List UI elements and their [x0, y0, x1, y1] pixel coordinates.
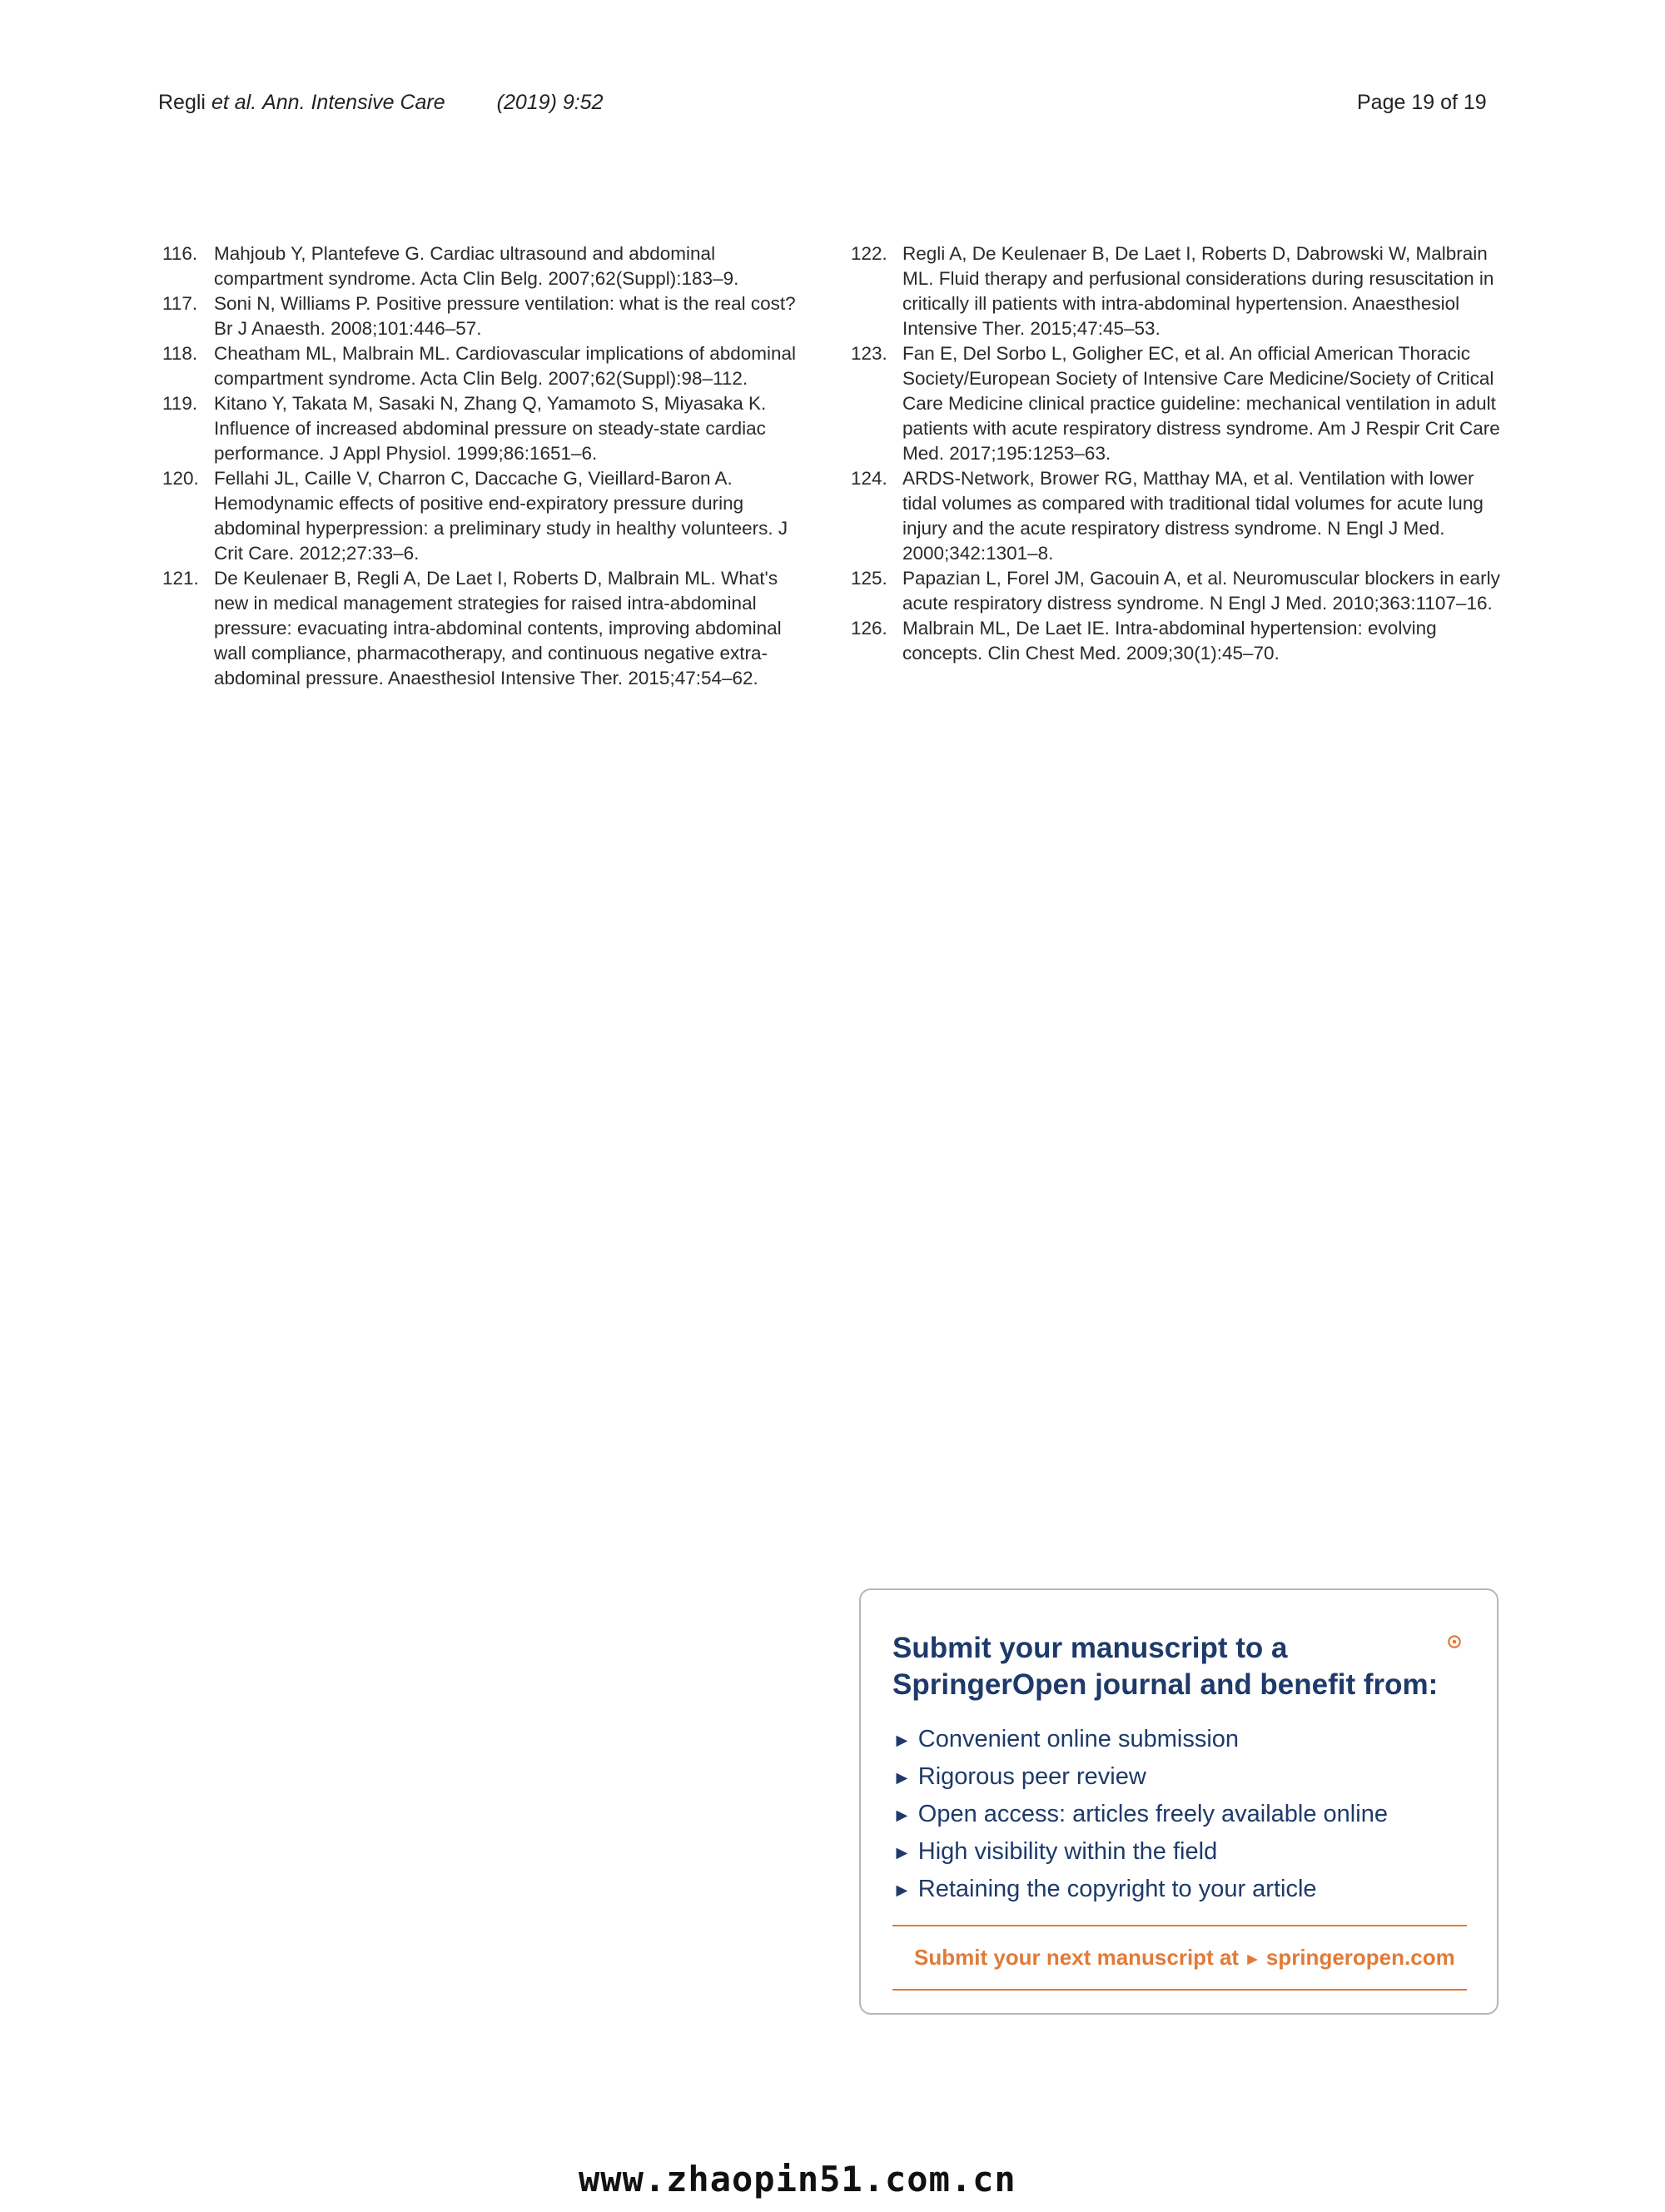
reference-text: De Keulenaer B, Regli A, De Laet I, Roberts D, Malbrain ML. What's new in medical management strategies for raised intra-abdominal pressure: evacuating intra-abdominal contents, improving abdominal wall compliance, pharmacotherapy, and continuous negative extra-abdominal pressure. Anaesthesiol Intensive Ther. 2015;47:54–62.: [214, 568, 782, 688]
promo-title-text: Submit your manuscript to a SpringerOpen journal and benefit from:: [892, 1632, 1439, 1701]
divider: [892, 1925, 1467, 1926]
reference-number: 124.: [851, 468, 887, 489]
benefit-list: [892, 1721, 1388, 1908]
triangle-arrow-icon: ►: [1244, 1950, 1261, 1969]
list-item: [892, 1758, 1388, 1796]
reference-text: Soni N, Williams P. Positive pressure ventilation: what is the real cost? Br J Anaesth. 2008;101:446–57.: [214, 293, 796, 339]
list-item: [892, 1721, 1388, 1758]
reference-text: Papazian L, Forel JM, Gacouin A, et al. Neuromuscular blockers in early acute respiratory distress syndrome. N Engl J Med. 2010;363:1107–16.: [902, 568, 1500, 614]
reference-number: 125.: [851, 568, 887, 589]
reference-item: [851, 466, 1508, 566]
reference-text: Malbrain ML, De Laet IE. Intra-abdominal hypertension: evolving concepts. Clin Chest Med. 2009;30(1):45–70.: [902, 618, 1437, 664]
references-right-column: [851, 241, 1508, 666]
reference-item: [851, 241, 1508, 341]
springeropen-logo-icon: [1448, 1635, 1461, 1648]
triangle-bullet-icon: ►: [892, 1804, 912, 1826]
header-journal: Ann. Intensive Care: [262, 91, 445, 114]
page-number: Page 19 of 19: [1357, 91, 1487, 114]
reference-number: 126.: [851, 618, 887, 639]
divider: [892, 1989, 1467, 1991]
reference-number: 121.: [162, 568, 199, 589]
watermark: www.zhaopin51.com.cn: [579, 2159, 1016, 2200]
benefit-text: Retaining the copyright to your article: [917, 1876, 1317, 1902]
reference-item: [162, 241, 803, 291]
reference-number: 120.: [162, 468, 199, 489]
header-year-volume: (2019) 9:52: [496, 91, 604, 114]
list-item: [892, 1833, 1388, 1871]
reference-text: Mahjoub Y, Plantefeve G. Cardiac ultrasound and abdominal compartment syndrome. Acta Clin Belg. 2007;62(Suppl):183–9.: [214, 243, 739, 289]
cta-prefix: Submit your next manuscript at: [914, 1945, 1240, 1970]
reference-item: [162, 291, 803, 341]
reference-text: Fellahi JL, Caille V, Charron C, Daccache G, Vieillard-Baron A. Hemodynamic effects of positive end-expiratory pressure during abdominal hyperpression: a preliminary study in healthy volunteers. J Crit Care. 2012;27:33–6.: [214, 468, 788, 564]
promo-title: [892, 1630, 1467, 1703]
reference-text: Cheatham ML, Malbrain ML. Cardiovascular implications of abdominal compartment syndrome. Acta Clin Belg. 2007;62(Suppl):98–112.: [214, 343, 797, 389]
list-item: [892, 1796, 1388, 1833]
reference-item: [851, 341, 1508, 466]
reference-number: 123.: [851, 343, 887, 364]
submit-call-to-action[interactable]: [914, 1941, 1455, 1976]
reference-item: [162, 391, 803, 466]
benefit-text: High visibility within the field: [917, 1838, 1218, 1865]
triangle-bullet-icon: ►: [892, 1842, 912, 1863]
reference-number: 122.: [851, 243, 887, 264]
reference-text: Regli A, De Keulenaer B, De Laet I, Roberts D, Dabrowski W, Malbrain ML. Fluid therapy and perfusional considerations during resuscitation in critically ill patients with intra-abdominal hypertension. Anaesthesiol Intensive Ther. 2015;47:45–53.: [902, 243, 1494, 339]
list-item: [892, 1871, 1388, 1908]
benefit-text: Rigorous peer review: [917, 1763, 1146, 1790]
header-authors: Regli: [158, 91, 206, 114]
reference-item: [162, 466, 803, 566]
benefit-text: Open access: articles freely available online: [917, 1801, 1388, 1827]
triangle-bullet-icon: ►: [892, 1767, 912, 1788]
reference-item: [851, 616, 1508, 666]
reference-text: ARDS-Network, Brower RG, Matthay MA, et al. Ventilation with lower tidal volumes as compared with traditional tidal volumes for acute lung injury and the acute respiratory distress syndrome. N Engl J Med. 2000;342:1301–8.: [902, 468, 1484, 564]
reference-item: [162, 566, 803, 691]
reference-text: Kitano Y, Takata M, Sasaki N, Zhang Q, Yamamoto S, Miyasaka K. Influence of increased abdominal pressure on steady-state cardiac performance. J Appl Physiol. 1999;86:1651–6.: [214, 393, 767, 464]
benefit-text: Convenient online submission: [917, 1726, 1240, 1752]
reference-number: 116.: [162, 243, 198, 264]
triangle-bullet-icon: ►: [892, 1879, 912, 1901]
reference-item: [162, 341, 803, 391]
running-header: [158, 90, 604, 115]
header-etal: et al.: [211, 91, 257, 114]
springeropen-link[interactable]: springeropen.com: [1265, 1945, 1455, 1970]
references-left-column: [162, 241, 803, 691]
reference-text: Fan E, Del Sorbo L, Goligher EC, et al. An official American Thoracic Society/European Society of Intensive Care Medicine/Society of Critical Care Medicine clinical practice guideline: mechanical ventilation in adult patients with acute respiratory distress syndrome. Am J Respir Crit Care Med. 2017;195:1253–63.: [902, 343, 1500, 464]
springeropen-promo-box: [859, 1588, 1498, 2015]
reference-number: 118.: [162, 343, 198, 364]
reference-item: [851, 566, 1508, 616]
reference-number: 119.: [162, 393, 198, 414]
reference-number: 117.: [162, 293, 198, 314]
triangle-bullet-icon: ►: [892, 1729, 912, 1751]
